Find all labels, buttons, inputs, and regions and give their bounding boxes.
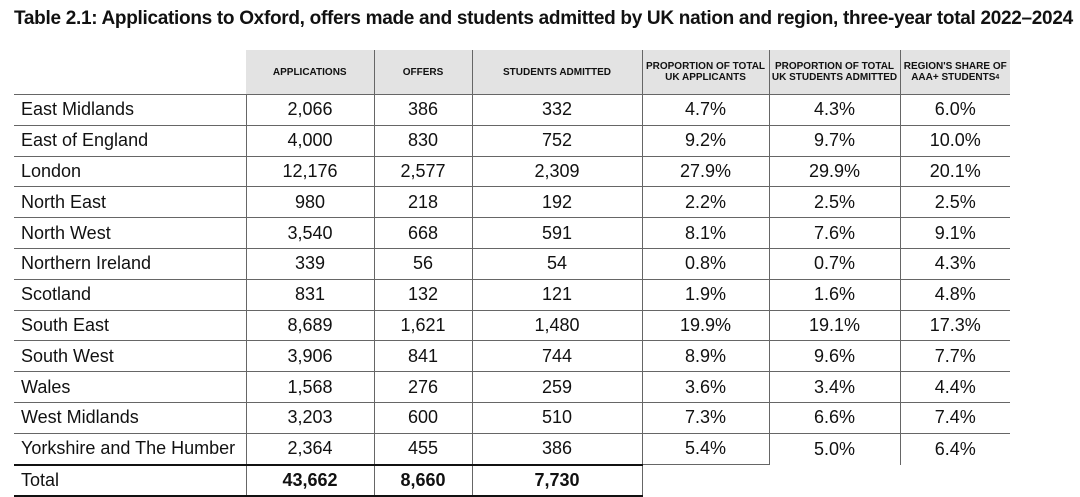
- cell-applications: 980: [246, 187, 374, 218]
- cell-region: Scotland: [14, 279, 246, 310]
- cell-admitted: 259: [472, 372, 642, 403]
- table-row: [14, 125, 1010, 156]
- header-proportion-applicants-line1: PROPORTION OF TOTAL: [645, 61, 766, 72]
- header-applications: APPLICATIONS: [246, 50, 374, 95]
- cell-proportion-applicants: 9.2%: [642, 125, 769, 156]
- total-empty-cell: [769, 465, 900, 497]
- cell-proportion-admitted: 9.7%: [769, 125, 900, 156]
- header-blank: [14, 50, 246, 95]
- total-offers: 8,660: [374, 465, 472, 497]
- cell-applications: 2,066: [246, 95, 374, 126]
- table-row: [14, 310, 1010, 341]
- cell-offers: 218: [374, 187, 472, 218]
- cell-proportion-admitted: 19.1%: [769, 310, 900, 341]
- table-row: [14, 248, 1010, 279]
- cell-region: North East: [14, 187, 246, 218]
- cell-admitted: 752: [472, 125, 642, 156]
- cell-offers: 56: [374, 248, 472, 279]
- cell-applications: 2,364: [246, 433, 374, 464]
- cell-region: East Midlands: [14, 95, 246, 126]
- cell-proportion-applicants: 4.7%: [642, 95, 769, 126]
- header-students-admitted: STUDENTS ADMITTED: [472, 50, 642, 95]
- table-row: [14, 187, 1010, 218]
- cell-offers: 668: [374, 218, 472, 249]
- cell-proportion-admitted: 1.6%: [769, 279, 900, 310]
- cell-offers: 386: [374, 95, 472, 126]
- cell-share-aaa: 20.1%: [900, 156, 1010, 187]
- table-row: [14, 279, 1010, 310]
- cell-region: Yorkshire and The Humber: [14, 433, 246, 464]
- cell-admitted: 332: [472, 95, 642, 126]
- table-row: [14, 95, 1010, 126]
- cell-offers: 455: [374, 433, 472, 464]
- cell-share-aaa: 10.0%: [900, 125, 1010, 156]
- header-share-aaa-line2: AAA+ STUDENTS: [911, 72, 996, 83]
- cell-share-aaa: 4.3%: [900, 248, 1010, 279]
- cell-admitted: 591: [472, 218, 642, 249]
- cell-region: South East: [14, 310, 246, 341]
- cell-applications: 3,540: [246, 218, 374, 249]
- total-empty-cell: [900, 465, 1010, 497]
- table-row: [14, 402, 1010, 433]
- cell-share-aaa: 7.4%: [900, 402, 1010, 433]
- header-proportion-applicants-line2: UK APPLICANTS: [665, 72, 746, 83]
- cell-share-aaa: 4.4%: [900, 372, 1010, 403]
- table-row: [14, 372, 1010, 403]
- cell-region: South West: [14, 341, 246, 372]
- header-proportion-admitted-line1: PROPORTION OF TOTAL: [774, 61, 895, 72]
- cell-region: North West: [14, 218, 246, 249]
- cell-share-aaa: 6.4%: [900, 433, 1010, 464]
- header-share-aaa: [900, 50, 1010, 95]
- header-offers: OFFERS: [374, 50, 472, 95]
- regions-table: [14, 50, 1010, 497]
- cell-proportion-applicants: 8.9%: [642, 341, 769, 372]
- cell-admitted: 744: [472, 341, 642, 372]
- cell-admitted: 2,309: [472, 156, 642, 187]
- table-body: [14, 95, 1010, 465]
- cell-proportion-applicants: 7.3%: [642, 402, 769, 433]
- cell-offers: 132: [374, 279, 472, 310]
- cell-applications: 4,000: [246, 125, 374, 156]
- cell-proportion-applicants: 3.6%: [642, 372, 769, 403]
- cell-applications: 831: [246, 279, 374, 310]
- cell-offers: 2,577: [374, 156, 472, 187]
- cell-share-aaa: 4.8%: [900, 279, 1010, 310]
- cell-proportion-applicants: 19.9%: [642, 310, 769, 341]
- footnote-marker: 4: [995, 74, 1000, 81]
- cell-proportion-admitted: 4.3%: [769, 95, 900, 126]
- header-proportion-admitted: [769, 50, 900, 95]
- cell-proportion-applicants: 1.9%: [642, 279, 769, 310]
- cell-region: London: [14, 156, 246, 187]
- cell-proportion-admitted: 5.0%: [769, 433, 900, 464]
- cell-proportion-applicants: 2.2%: [642, 187, 769, 218]
- cell-region: Wales: [14, 372, 246, 403]
- table-row: [14, 341, 1010, 372]
- cell-region: East of England: [14, 125, 246, 156]
- cell-proportion-applicants: 5.4%: [642, 433, 769, 464]
- cell-offers: 841: [374, 341, 472, 372]
- cell-offers: 276: [374, 372, 472, 403]
- cell-proportion-admitted: 29.9%: [769, 156, 900, 187]
- cell-applications: 339: [246, 248, 374, 279]
- cell-share-aaa: 9.1%: [900, 218, 1010, 249]
- cell-admitted: 386: [472, 433, 642, 464]
- cell-admitted: 510: [472, 402, 642, 433]
- cell-applications: 12,176: [246, 156, 374, 187]
- cell-proportion-admitted: 6.6%: [769, 402, 900, 433]
- cell-proportion-admitted: 7.6%: [769, 218, 900, 249]
- total-admitted: 7,730: [472, 465, 642, 497]
- cell-offers: 830: [374, 125, 472, 156]
- cell-admitted: 192: [472, 187, 642, 218]
- cell-proportion-admitted: 0.7%: [769, 248, 900, 279]
- cell-proportion-admitted: 2.5%: [769, 187, 900, 218]
- cell-share-aaa: 7.7%: [900, 341, 1010, 372]
- cell-offers: 600: [374, 402, 472, 433]
- cell-proportion-applicants: 27.9%: [642, 156, 769, 187]
- cell-admitted: 54: [472, 248, 642, 279]
- total-empty-cell: [642, 465, 769, 497]
- cell-proportion-admitted: 9.6%: [769, 341, 900, 372]
- cell-applications: 1,568: [246, 372, 374, 403]
- cell-region: West Midlands: [14, 402, 246, 433]
- cell-share-aaa: 2.5%: [900, 187, 1010, 218]
- table-row: [14, 433, 1010, 464]
- cell-applications: 3,906: [246, 341, 374, 372]
- cell-proportion-applicants: 8.1%: [642, 218, 769, 249]
- header-row: [14, 50, 1010, 95]
- cell-share-aaa: 6.0%: [900, 95, 1010, 126]
- cell-applications: 8,689: [246, 310, 374, 341]
- cell-region: Northern Ireland: [14, 248, 246, 279]
- table-row: [14, 218, 1010, 249]
- cell-offers: 1,621: [374, 310, 472, 341]
- cell-share-aaa: 17.3%: [900, 310, 1010, 341]
- header-share-aaa-line1: REGION'S SHARE OF: [903, 61, 1007, 72]
- total-row: [14, 465, 1010, 497]
- cell-applications: 3,203: [246, 402, 374, 433]
- cell-admitted: 121: [472, 279, 642, 310]
- header-proportion-admitted-line2: UK STUDENTS ADMITTED: [771, 72, 898, 83]
- cell-proportion-applicants: 0.8%: [642, 248, 769, 279]
- cell-admitted: 1,480: [472, 310, 642, 341]
- table-row: [14, 156, 1010, 187]
- cell-proportion-admitted: 3.4%: [769, 372, 900, 403]
- total-applications: 43,662: [246, 465, 374, 497]
- header-proportion-applicants: [642, 50, 769, 95]
- total-label: Total: [14, 465, 246, 497]
- table-title: Table 2.1: Applications to Oxford, offers made and students admitted by UK nation and region, three-year total 2022–2024: [14, 8, 1073, 29]
